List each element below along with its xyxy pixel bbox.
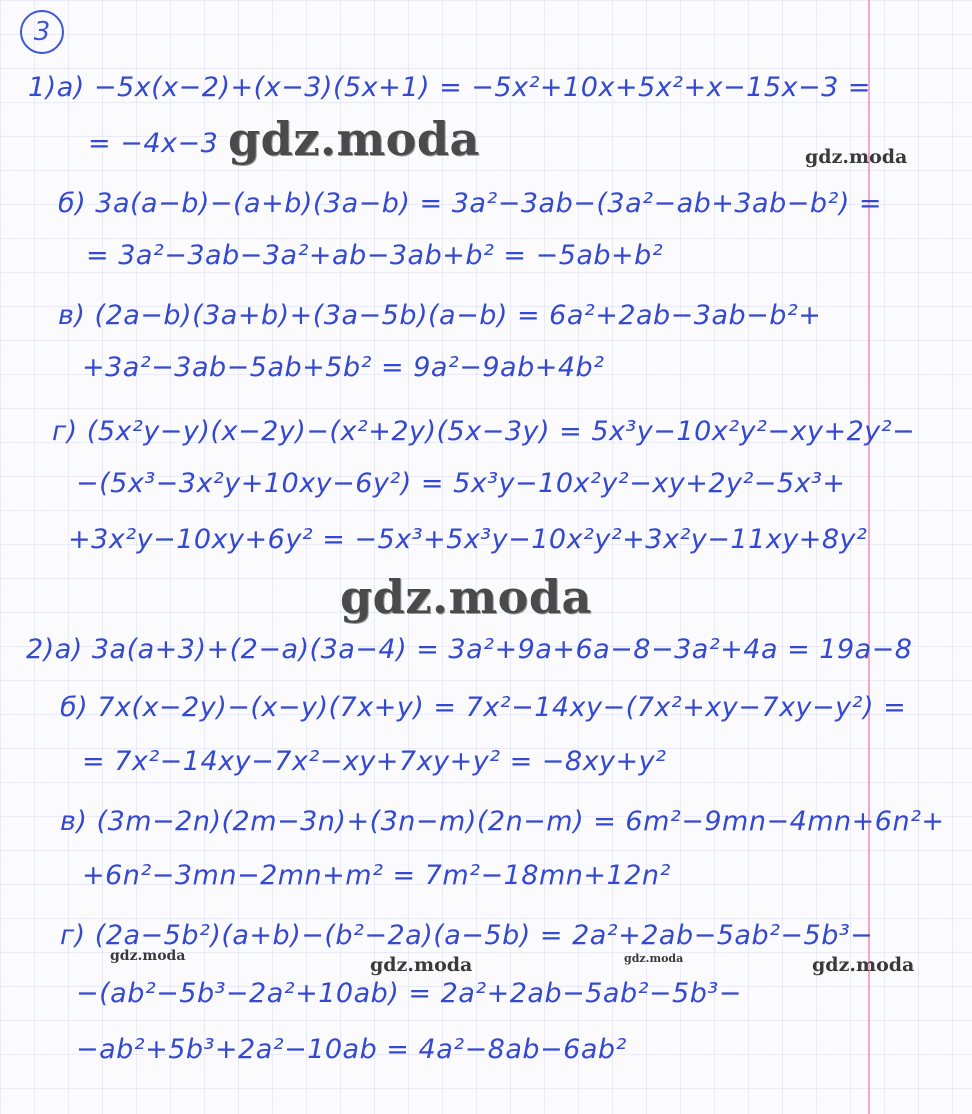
line-2a-1: 2)а) 3a(a+3)+(2−a)(3a−4) = 3a²+9a+6a−8−3a²+4a = 19a−8 (26, 634, 913, 665)
line-2b-1: б) 7x(x−2y)−(x−y)(7x+y) = 7x²−14xy−(7x²+xy−7xy−y²) = (60, 692, 907, 723)
watermark-small: gdz.moda (624, 952, 684, 965)
line-2g-2: −(ab²−5b³−2a²+10ab) = 2a²+2ab−5ab²−5b³− (76, 978, 742, 1009)
line-1g-3: +3x²y−10xy+6y² = −5x³+5x³y−10x²y²+3x²y−11xy+8y² (68, 524, 868, 555)
task-number-circle: 3 (20, 10, 64, 54)
line-2g-3: −ab²+5b³+2a²−10ab = 4a²−8ab−6ab² (76, 1034, 627, 1065)
watermark-small: gdz.moda (110, 948, 186, 964)
line-1a-1: 1)а) −5x(x−2)+(x−3)(5x+1) = −5x²+10x+5x²+x−15x−3 = (28, 72, 872, 103)
line-1v-1: в) (2a−b)(3a+b)+(3a−5b)(a−b) = 6a²+2ab−3ab−b²+ (58, 300, 822, 331)
watermark-large: gdz.moda (340, 570, 592, 624)
watermark-small: gdz.moda (805, 146, 908, 168)
line-1a-2: = −4x−3 (88, 128, 219, 159)
watermark-small: gdz.moda (812, 954, 915, 976)
line-2b-2: = 7x²−14xy−7x²−xy+7xy+y² = −8xy+y² (82, 746, 667, 777)
line-1g-2: −(5x³−3x²y+10xy−6y²) = 5x³y−10x²y²−xy+2y²−5x³+ (76, 468, 846, 499)
watermark-large: gdz.moda (228, 112, 480, 166)
line-2g-1: г) (2a−5b²)(a+b)−(b²−2a)(a−5b) = 2a²+2ab−5ab²−5b³− (60, 920, 874, 951)
line-2v-1: в) (3m−2n)(2m−3n)+(3n−m)(2n−m) = 6m²−9mn−4mn+6n²+ (60, 806, 945, 837)
watermark-small: gdz.moda (370, 954, 473, 976)
line-1b-2: = 3a²−3ab−3a²+ab−3ab+b² = −5ab+b² (86, 240, 664, 271)
line-1v-2: +3a²−3ab−5ab+5b² = 9a²−9ab+4b² (82, 352, 605, 383)
line-1b-1: б) 3a(a−b)−(a+b)(3a−b) = 3a²−3ab−(3a²−ab+3ab−b²) = (58, 188, 883, 219)
line-1g-1: г) (5x²y−y)(x−2y)−(x²+2y)(5x−3y) = 5x³y−10x²y²−xy+2y²− (52, 416, 916, 447)
line-2v-2: +6n²−3mn−2mn+m² = 7m²−18mn+12n² (82, 860, 671, 891)
